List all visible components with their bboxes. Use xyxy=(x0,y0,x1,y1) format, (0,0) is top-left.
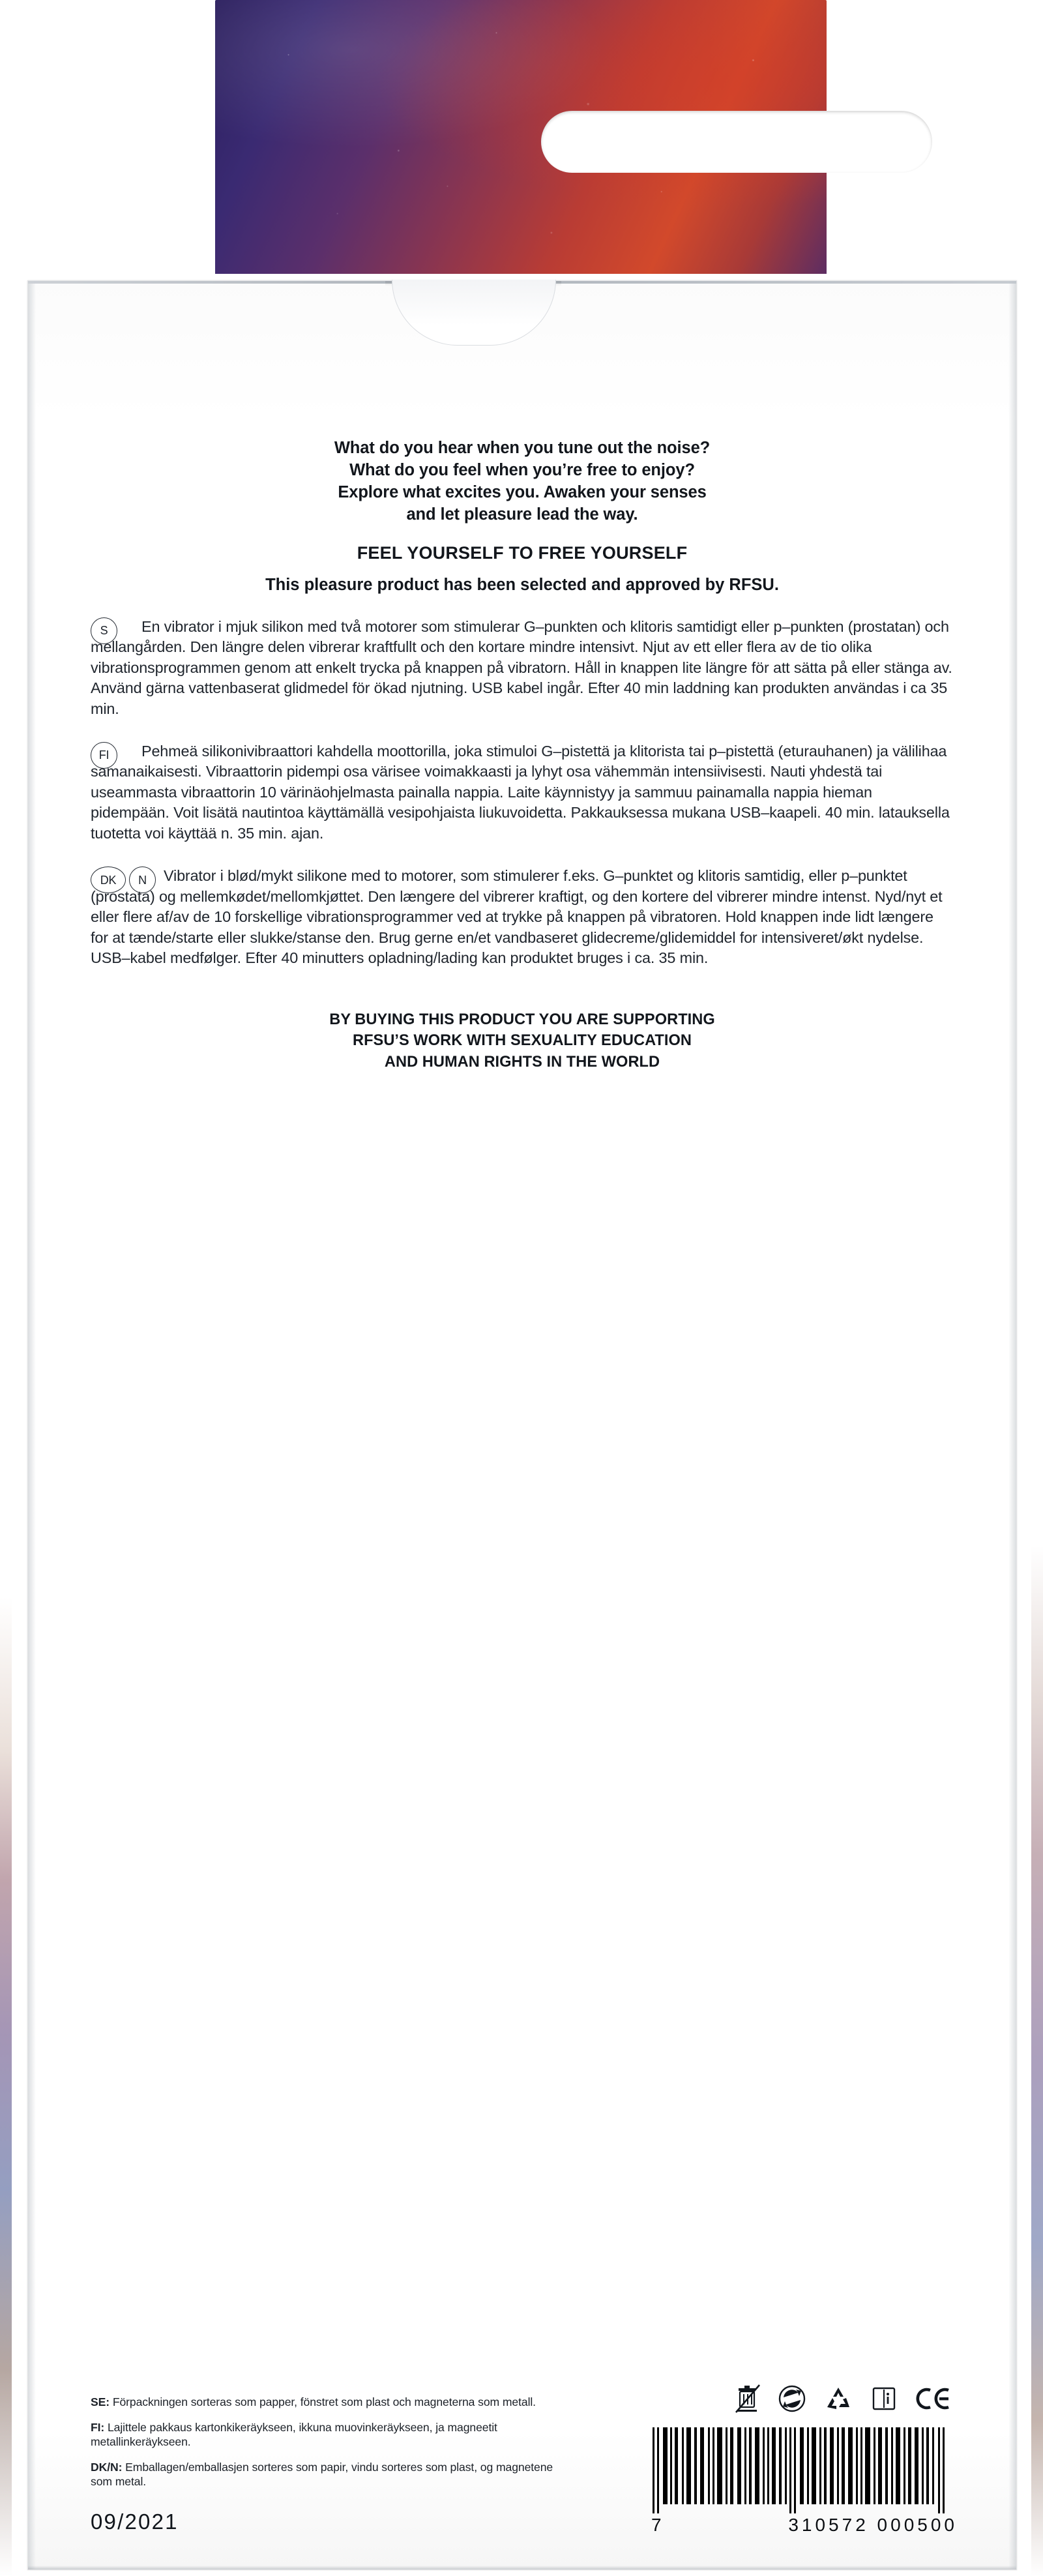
headline-block xyxy=(91,437,954,526)
no-wee-bin-icon xyxy=(735,2384,761,2417)
headline-line-2: What do you feel when you’re free to enjoy? xyxy=(349,460,695,479)
recycling-label-se: SE: xyxy=(91,2395,110,2408)
compliance-marks xyxy=(568,2384,958,2536)
bottom-fold-shadow xyxy=(28,2566,1016,2569)
recycling-mobius-icon xyxy=(823,2385,853,2416)
recycling-text-dkn: Emballagen/emballasjen sorteres som papir, vindu sorteres som plast, og magnetene som metal. xyxy=(91,2461,553,2489)
language-block-se xyxy=(91,617,954,719)
star-icon: ✦ xyxy=(828,91,839,105)
recycling-label-dkn: DK/N: xyxy=(91,2461,123,2474)
package-back-panel xyxy=(27,280,1017,2570)
barcode-left-digit: 7 xyxy=(651,2515,665,2535)
headline-line-1: What do you hear when you tune out the noise? xyxy=(334,439,711,457)
language-text-fi: Pehmeä silikonivibraattori kahdella moottorilla, joka stimuloi G–pistettä ja klitorista tai p–pistettä (eturauhanen) ja välilihaa samanaikaisesti. Vibraattorin pidempi osa värisee voimakkaasti ja lyhyt osa vähemmän intensiivisesti. Nauti yhdestä tai useammasta vibraattorin 10 värinäohjelmasta painalla nappia. Laite käynnistyy ja sammuu painamalla nappia hieman pidempään. Voit lisätä nautintoa käyttämällä vesipohjaista liukuvoidetta. Pakkauksessa mukana USB–kaapeli. 40 min. latauksella tuotetta voi käyttää n. 35 min. ajan. xyxy=(91,742,950,842)
read-instructions-icon xyxy=(870,2385,898,2416)
language-badges-se xyxy=(91,617,117,644)
language-block-dkn xyxy=(91,866,954,968)
language-text-se: En vibrator i mjuk silikon med två motorer som stimulerar G–punkten och klitoris samtidigt eller p–punkten (prostatan) och mellangården. Den längre delen vibrerar kraftfullt och den kortare mindre intensivt. Njut av ett eller flera av de tio olika vibrationsprogrammen genom att enkelt trycka på knappen på vibratorn. Håll in knappen lite längre för att sätta på eller stänga av. Använd gärna vattenbaserat glidmedel för ökad njutning. USB kabel ingår. Efter 40 min laddning kan produkten användas i ca 35 min. xyxy=(91,617,952,717)
support-line-2: RFSU’S WORK WITH SEXUALITY EDUCATION xyxy=(353,1032,692,1050)
barcode-svg xyxy=(651,2427,958,2513)
background-edge-right xyxy=(1031,0,1043,2576)
recycling-note-fi xyxy=(91,2420,568,2449)
recycling-note-dkn xyxy=(91,2460,568,2489)
support-line-1: BY BUYING THIS PRODUCT YOU ARE SUPPORTING xyxy=(329,1011,715,1028)
symbol-row xyxy=(735,2384,958,2417)
recycling-label-fi: FI: xyxy=(91,2420,105,2434)
date-code: 09/2021 xyxy=(91,2509,179,2534)
ce-mark-icon xyxy=(915,2385,954,2416)
barcode-digits xyxy=(651,2515,958,2536)
recycling-text-se: Förpackningen sorteras som papper, fönstret som plast och magneterna som metall. xyxy=(110,2395,536,2408)
headline-line-3: Explore what excites you. Awaken your senses xyxy=(338,482,707,501)
headline-line-4: and let pleasure lead the way. xyxy=(406,505,638,524)
language-badge-n: N xyxy=(129,866,156,893)
tuck-flap-notch xyxy=(392,280,556,346)
recycling-note-se xyxy=(91,2395,568,2409)
language-text-dkn: Vibrator i blød/mykt silikone med to motorer, som stimulerer f.eks. G–punktet og klitoris samtidig, eller p–punktet (prostata) og mellemkødet/mellomkjøttet. Den længere del vibrerer kraftigt, og den kortere del vibrerer mindre intenst. Nyd/nyt et eller flere af/av de 10 forskellige vibrationsprogrammer ved at trykke på knappen på vibratoren. Hold knappen inde lidt længere for at tænde/starte eller slukke/stanse den. Brug gerne en/et vandbaseret glidecreme/glidemiddel for intensiveret/økt nydelse. USB–kabel medfølger. Efter 40 minutters opladning/lading kan produktet bruges i ca. 35 min. xyxy=(91,867,943,967)
language-badge-dk: DK xyxy=(91,866,126,893)
slogan: FEEL YOURSELF TO FREE YOURSELF xyxy=(357,542,688,563)
support-statement xyxy=(91,1009,954,1073)
background-edge-left xyxy=(0,0,12,2576)
panel-text-content xyxy=(91,437,954,1073)
green-dot-icon xyxy=(778,2384,806,2416)
panel-footer xyxy=(91,2384,958,2536)
support-line-3: AND HUMAN RIGHTS IN THE WORLD xyxy=(384,1053,660,1071)
approval-statement: This pleasure product has been selected and approved by RFSU. xyxy=(265,575,779,594)
language-block-fi xyxy=(91,741,954,844)
package-hang-tab xyxy=(215,0,839,274)
language-badges-fi xyxy=(91,742,117,769)
barcode xyxy=(651,2427,958,2536)
barcode-bars xyxy=(651,2427,958,2513)
euro-hang-slot xyxy=(541,111,932,173)
language-badge-fi: FI xyxy=(91,742,117,769)
language-badge-s: S xyxy=(91,617,117,644)
language-badges-dkn xyxy=(91,866,156,893)
recycling-text-fi: Lajittele pakkaus kartonkikeräykseen, ikkuna muovinkeräykseen, ja magneetit metallinkeräykseen. xyxy=(91,2420,497,2448)
recycling-info xyxy=(91,2395,568,2536)
barcode-main-digits: 310572 000500 xyxy=(788,2515,958,2535)
